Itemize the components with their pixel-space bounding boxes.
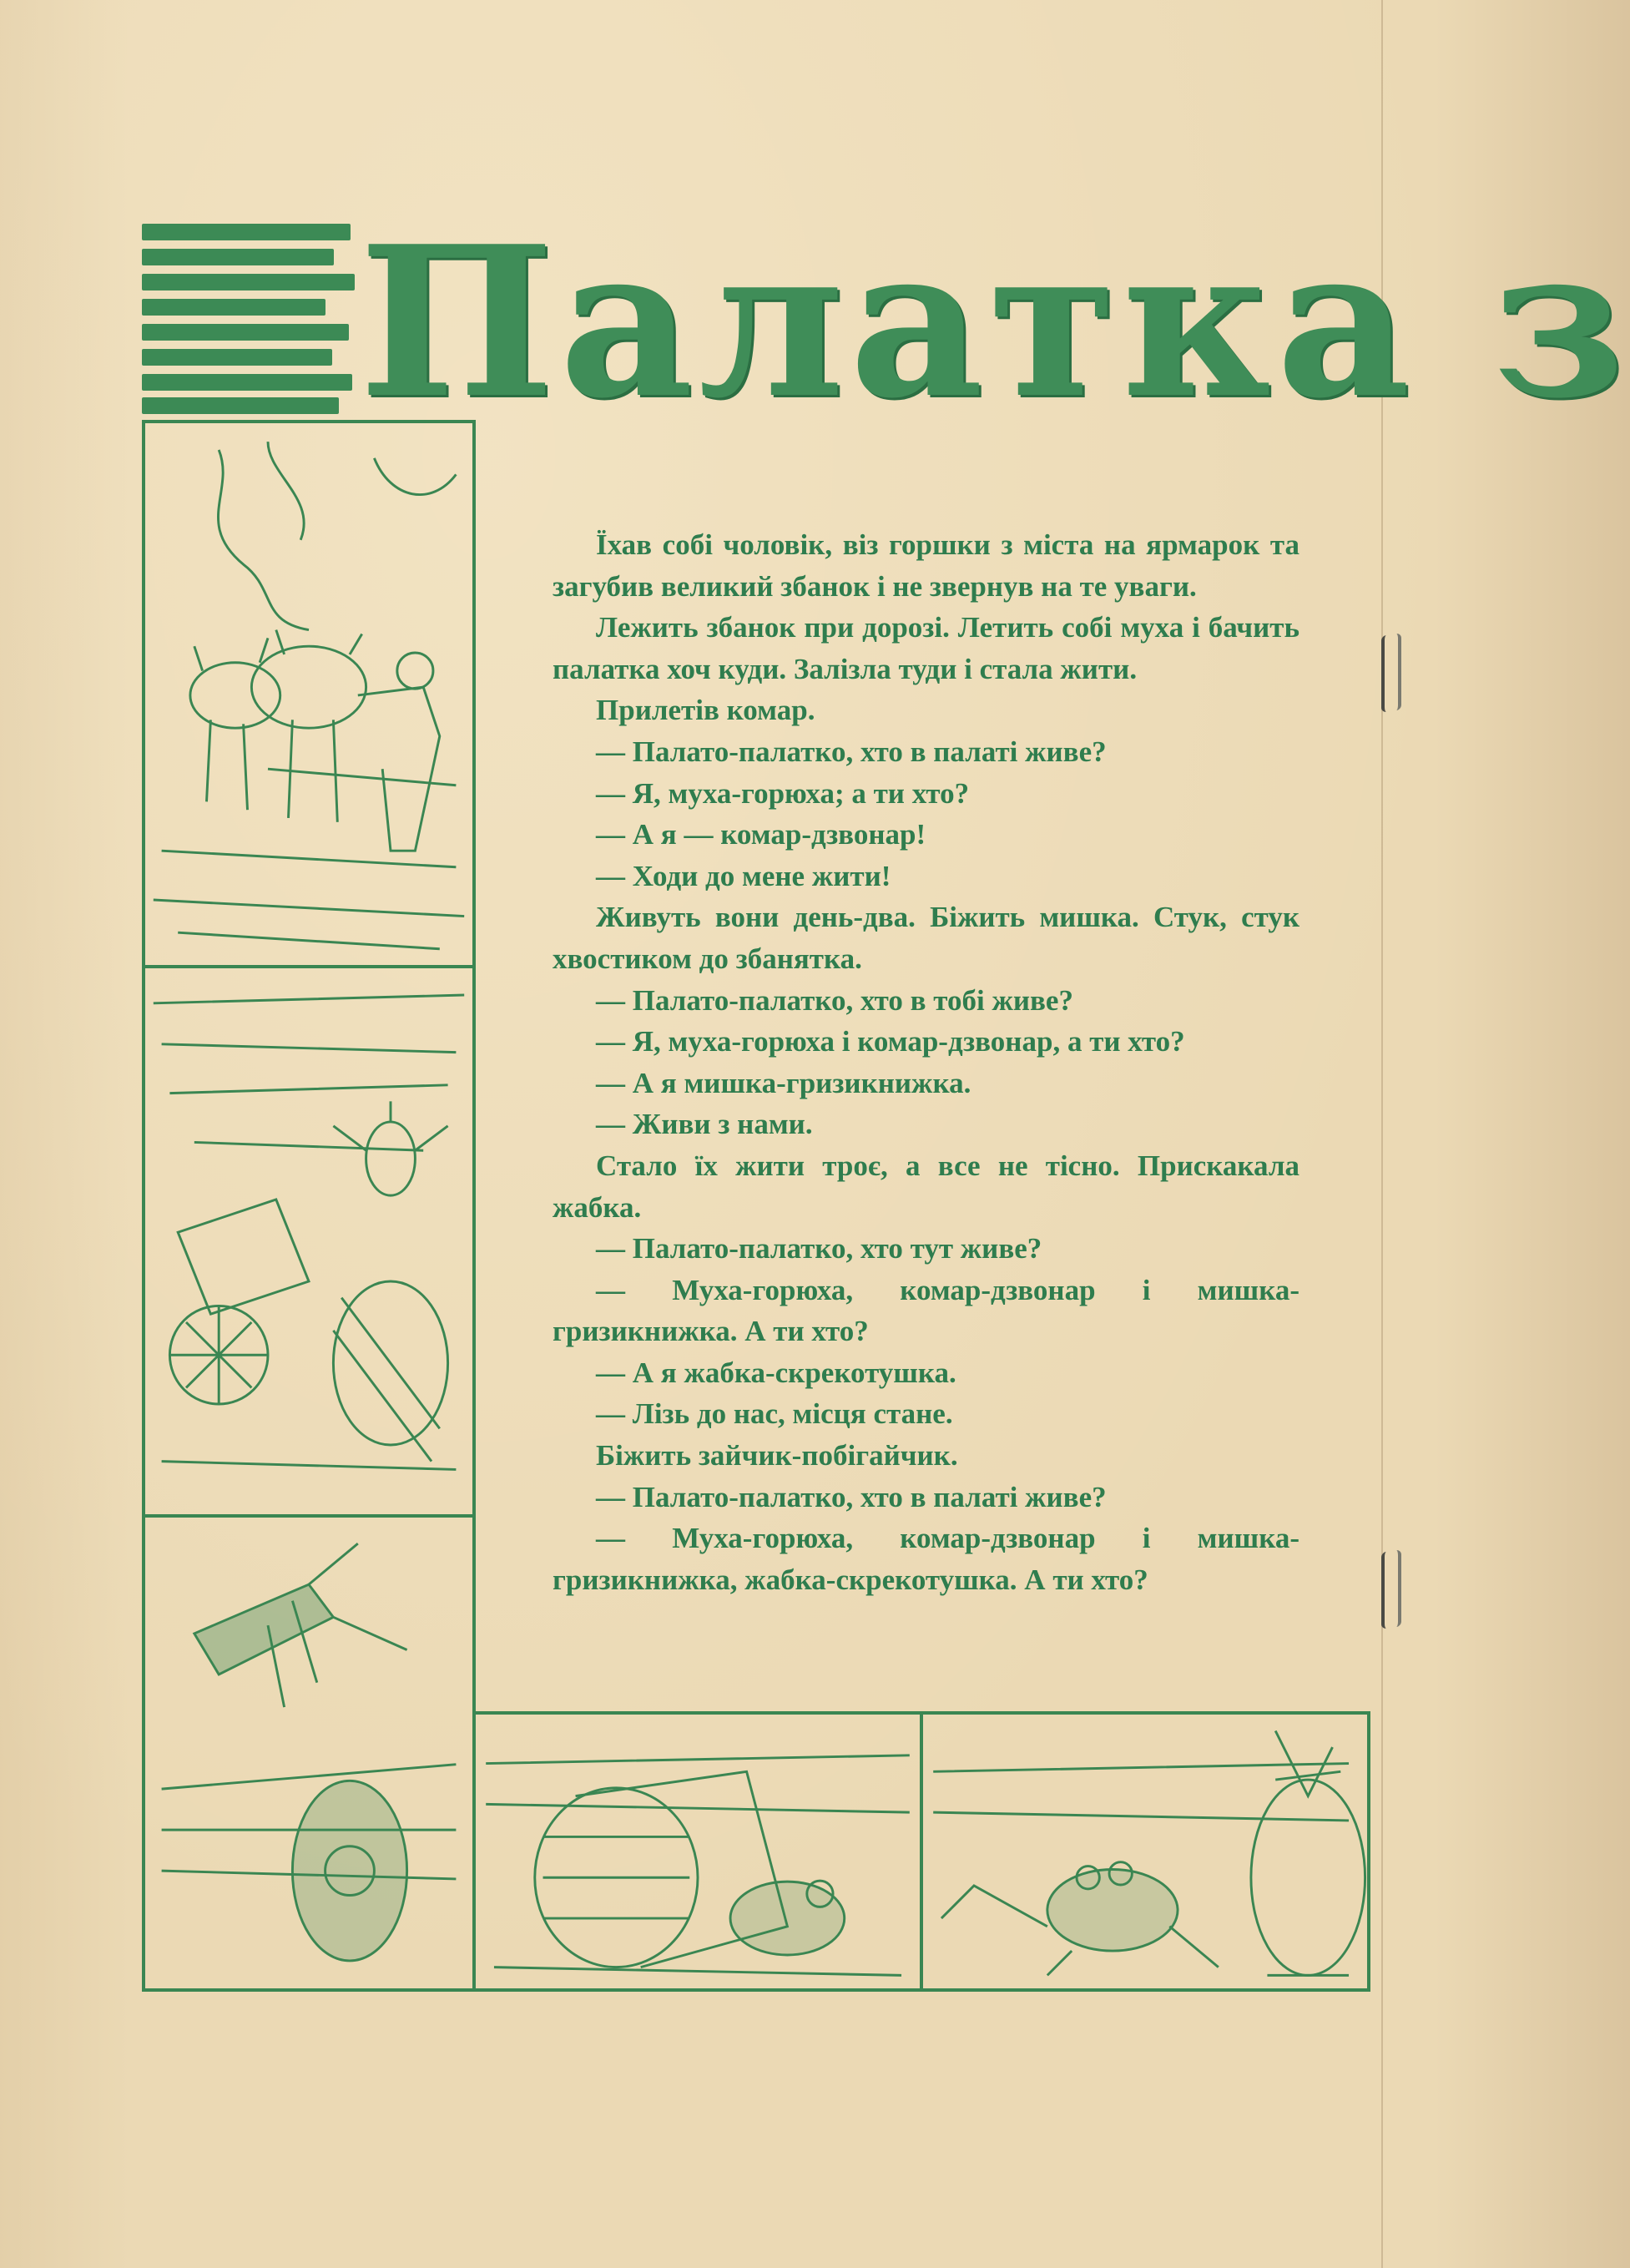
illustration-mouse-barrel bbox=[472, 1711, 923, 1992]
story-paragraph: — А я — комар-дзвонар! bbox=[596, 818, 926, 851]
illustration-fly-barrel bbox=[142, 965, 476, 1518]
story-paragraph: — Муха-горюха, комар-дзвонар і мишка-гризикнижка, жабка-скрекотушка. А ти хто? bbox=[553, 1522, 1299, 1596]
story-paragraph: — А я жабка-скрекотушка. bbox=[596, 1356, 956, 1389]
story-paragraph: — Лізь до нас, місця стане. bbox=[596, 1397, 953, 1431]
story-paragraph: Живуть вони день-два. Біжить мишка. Стук, стук хвостиком до збанятка. bbox=[553, 901, 1299, 975]
story-title: Палатка з bbox=[359, 201, 1630, 444]
frog-drawing bbox=[923, 1715, 1367, 1988]
title-decoration-stripes bbox=[142, 224, 359, 414]
story-paragraph: — Палато-палатко, хто в палаті живе? bbox=[596, 1480, 1107, 1513]
mosquito-drawing bbox=[145, 1518, 472, 1988]
story-paragraph: Лежить збанок при дорозі. Летить собі муха і бачить палатка хоч куди. Залізла туди і стала жити. bbox=[553, 611, 1299, 685]
story-paragraph: — Ходи до мене жити! bbox=[596, 859, 891, 892]
story-paragraph: — Палато-палатко, хто в тобі живе? bbox=[596, 983, 1073, 1017]
illustration-mosquito bbox=[142, 1514, 476, 1992]
story-paragraph: Біжить зайчик-побігайчик. bbox=[596, 1439, 958, 1472]
story-paragraph: — Живи з нами. bbox=[596, 1108, 813, 1141]
story-paragraph: — Палато-палатко, хто в палаті живе? bbox=[596, 735, 1107, 768]
story-paragraph: — Муха-горюха, комар-дзвонар і мишка-гризикнижка. А ти хто? bbox=[553, 1273, 1299, 1348]
story-paragraph: — Я, муха-горюха і комар-дзвонар, а ти хто? bbox=[596, 1025, 1185, 1058]
story-paragraph: Прилетів комар. bbox=[596, 694, 815, 727]
illustration-oxen-cart bbox=[142, 420, 476, 968]
fly-barrel-drawing bbox=[145, 968, 472, 1514]
story-paragraph: Їхав собі чоловік, віз горшки з міста на ярмарок та загубив великий збанок і не звернув на те уваги. bbox=[553, 528, 1299, 603]
mouse-barrel-drawing bbox=[476, 1715, 920, 1988]
binding-staple-bottom bbox=[1381, 1549, 1401, 1629]
oxen-cart-drawing bbox=[145, 423, 472, 965]
story-paragraph: — Я, муха-горюха; а ти хто? bbox=[596, 776, 970, 810]
story-paragraph: Стало їх жити троє, а все не тісно. Прискакала жабка. bbox=[553, 1149, 1299, 1224]
story-paragraph: — А я мишка-гризикнижка. bbox=[596, 1066, 971, 1099]
illustration-frog bbox=[920, 1711, 1370, 1992]
binding-staple-top bbox=[1381, 633, 1401, 712]
story-text bbox=[553, 524, 1299, 1651]
story-paragraph: — Палато-палатко, хто тут живе? bbox=[596, 1232, 1042, 1265]
